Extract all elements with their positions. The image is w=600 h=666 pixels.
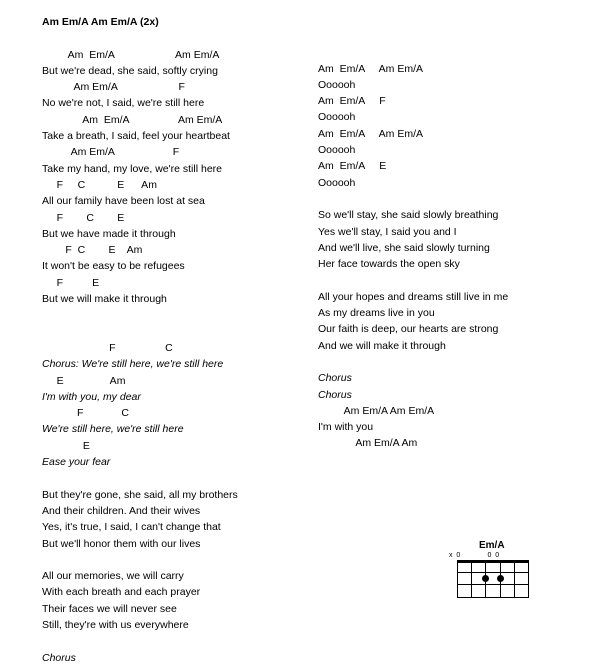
lyric-line: No we're not, I said, we're still here: [42, 97, 205, 110]
blank-line: [42, 324, 302, 340]
right-gap-2: [318, 44, 568, 60]
lyric-line: All our family have been lost at sea: [42, 195, 205, 208]
chord-diagram-nut: [457, 560, 529, 563]
lyric-line: Yes, it's true, I said, I can't change that: [42, 521, 221, 534]
lyric-line: Take a breath, I said, feel your heartbeat: [42, 130, 230, 143]
intro-line: Am Em/A Am Em/A (2x): [42, 16, 159, 28]
lyric-line: But we will make it through: [42, 293, 167, 306]
chord-diagram-fret-3: [457, 597, 529, 598]
blank-line: [42, 633, 302, 649]
chord-diagram-string-5: [471, 560, 472, 598]
right-column-lines: [318, 61, 568, 452]
chord-line: Am Em/A E: [318, 160, 387, 173]
lyric-line: With each breath and each prayer: [42, 586, 201, 599]
chord-line: Am Em/A Am Em/A: [42, 48, 220, 61]
chord-line: Am Em/A F: [318, 95, 386, 108]
lyric-line: Still, they're with us everywhere: [42, 618, 189, 631]
chord-diagram-grid: [457, 560, 529, 598]
lyric-line-italic: Ease your fear: [42, 456, 111, 469]
lyric-line: And we'll live, she said slowly turning: [318, 241, 490, 254]
lyric-line: And we will make it through: [318, 339, 446, 352]
blank-line: [42, 470, 302, 486]
chord-line: F C: [42, 407, 129, 420]
lyric-line: But we have made it through: [42, 227, 176, 240]
blank-line: [318, 191, 568, 207]
lyric-line: Their faces we will never see: [42, 602, 177, 615]
chord-line: Am Em/A Am Em/A: [318, 404, 435, 417]
lyric-line: I'm with you: [318, 421, 374, 434]
chord-diagram-fret-2: [457, 584, 529, 585]
lyric-line: Yes we'll stay, I said you and I: [318, 225, 457, 238]
lyric-line: Oooooh: [318, 111, 356, 124]
chord-line: F C E Am: [42, 178, 157, 191]
lyric-line: It won't be easy to be refugees: [42, 260, 185, 273]
right-column: [318, 0, 568, 452]
chord-diagram-string-2: [514, 560, 515, 598]
chord-line: E Am: [42, 374, 126, 387]
chord-line: E: [42, 439, 90, 452]
lyric-line-italic: Chorus: [42, 651, 76, 664]
lyric-line: But they're gone, she said, all my brothers: [42, 488, 238, 501]
chord-line: F E: [42, 276, 100, 289]
lyric-line-italic: Chorus: [318, 372, 352, 385]
chord-line: Am Em/A F: [42, 81, 185, 94]
left-column: [42, 0, 302, 666]
chord-diagram-dot-1: [482, 575, 489, 582]
lyric-line: All our memories, we will carry: [42, 570, 184, 583]
blank-line: [318, 272, 568, 288]
chord-diagram-dot-2: [497, 575, 504, 582]
blank-line: [42, 307, 302, 323]
lyric-line: Oooooh: [318, 78, 356, 91]
left-column-lines: [42, 47, 302, 666]
lyric-line: But we're dead, she said, softly crying: [42, 64, 218, 77]
lyric-line-italic: Chorus: We're still here, we're still here: [42, 358, 224, 371]
lyric-line: Her face towards the open sky: [318, 258, 460, 271]
right-gap-1: [318, 28, 568, 44]
lyric-line-italic: We're still here, we're still here: [42, 423, 184, 436]
lyric-line: Oooooh: [318, 144, 356, 157]
lyric-line: And their children. And their wives: [42, 504, 201, 517]
intro-gap: [42, 30, 302, 46]
blank-line: [42, 552, 302, 568]
lyric-line: So we'll stay, she said slowly breathing: [318, 209, 499, 222]
lyric-line: All your hopes and dreams still live in me: [318, 290, 509, 303]
lyric-line-italic: I'm with you, my dear: [42, 390, 141, 403]
chord-line: Am Em/A Am Em/A: [318, 127, 424, 140]
lyric-line: But we'll honor them with our lives: [42, 537, 201, 550]
chord-diagram-fret-1: [457, 572, 529, 573]
chord-line: Am Em/A Am Em/A: [42, 113, 223, 126]
lyric-line: As my dreams live in you: [318, 307, 435, 320]
chord-diagram-string-1: [528, 560, 529, 598]
lyric-line: Oooooh: [318, 176, 356, 189]
lyric-line: Our faith is deep, our hearts are strong: [318, 323, 499, 336]
chord-diagram-name: Em/A: [479, 540, 505, 551]
chord-diagram-em-a: [449, 540, 545, 602]
chord-line: F C: [42, 341, 173, 354]
chord-line: Am Em/A Am: [318, 437, 418, 450]
lyric-line-italic: Chorus: [318, 388, 352, 401]
right-top-pad: [318, 0, 568, 28]
chord-line: F C E: [42, 211, 125, 224]
chord-diagram-string-6: [457, 560, 458, 598]
chord-line: Am Em/A Am Em/A: [318, 62, 424, 75]
lyric-line: Take my hand, my love, we're still here: [42, 162, 222, 175]
chord-line: Am Em/A F: [42, 146, 180, 159]
chord-diagram-markers: x 0 0 0: [449, 552, 500, 559]
blank-line: [318, 354, 568, 370]
chord-line: F C E Am: [42, 244, 143, 257]
